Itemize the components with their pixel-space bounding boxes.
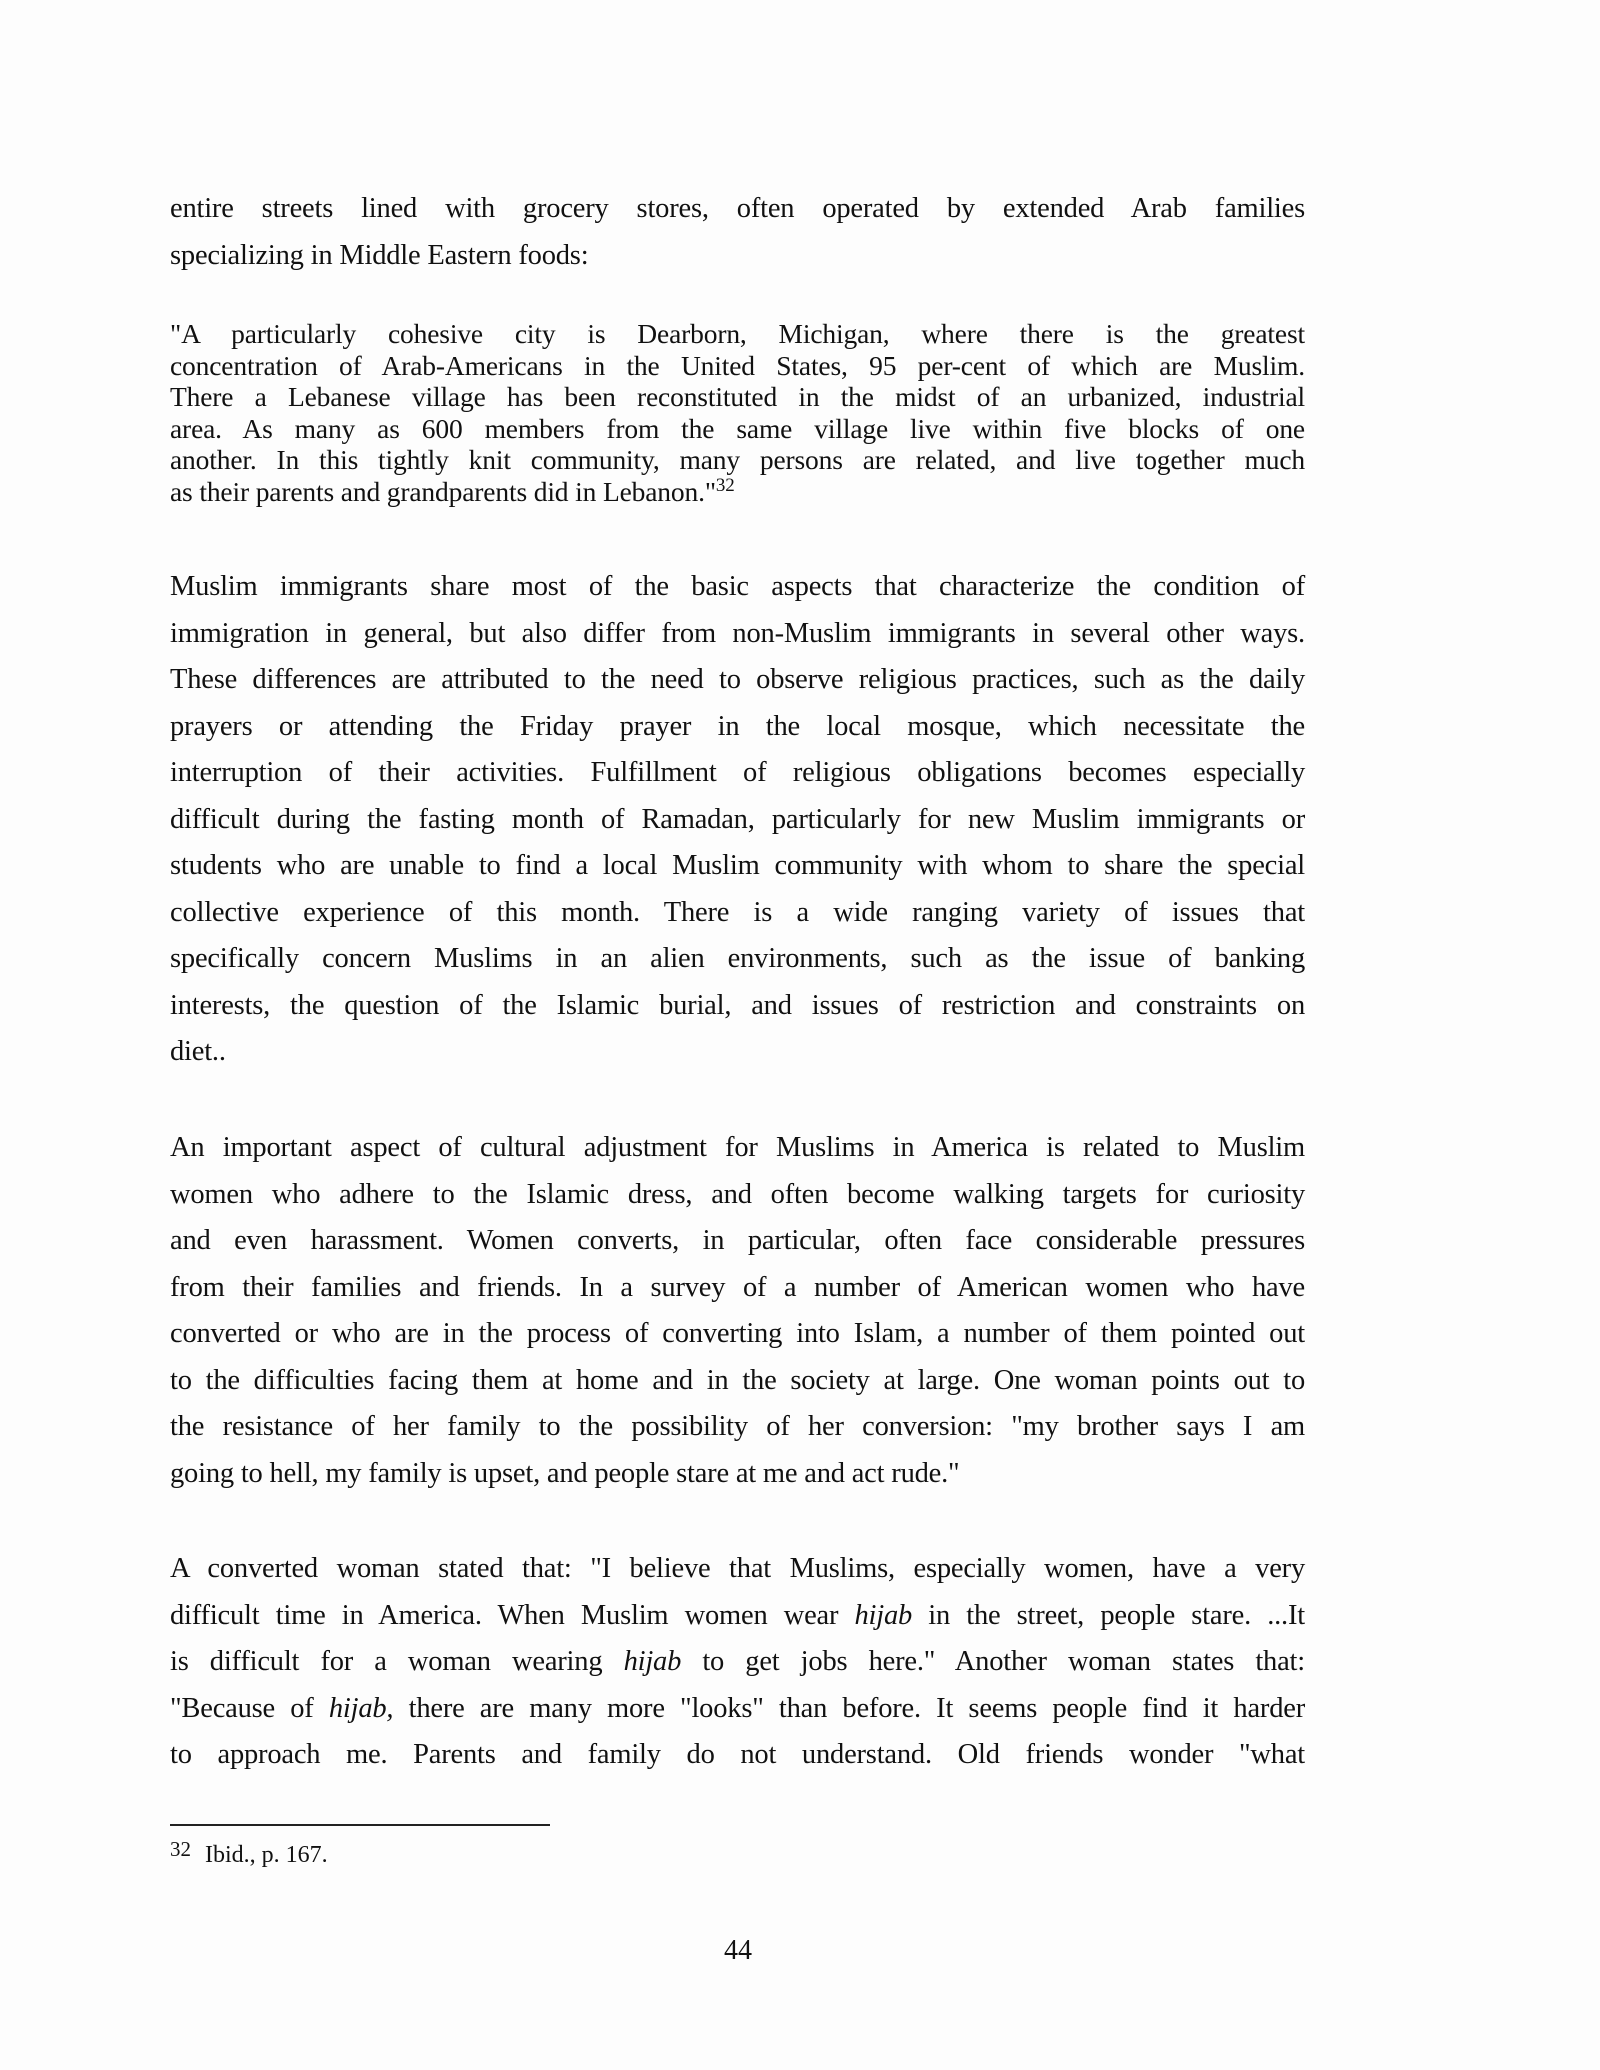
text-line — [170, 1686, 1305, 1733]
text-line — [170, 1546, 1305, 1593]
paragraph-3 — [170, 1125, 1305, 1497]
text-run: "Because of — [170, 1692, 329, 1724]
text-line: immigration in general, but also differ from non-Muslim immigrants in several other ways. — [170, 617, 1305, 649]
text-line — [170, 1639, 1305, 1686]
text-line: from their families and friends. In a survey of a number of American women who have — [170, 1271, 1305, 1303]
footnote-reference[interactable]: 32 — [715, 474, 735, 496]
quote-line-last — [170, 476, 1305, 508]
italic-term: hijab — [854, 1599, 913, 1631]
footnote-32 — [170, 1837, 328, 1869]
text-run: A converted woman stated that: "I believe that Muslims, especially women, have a very — [170, 1553, 1305, 1584]
paragraph-2 — [170, 564, 1305, 1076]
text-line: and even harassment. Women converts, in particular, often face considerable pressures — [170, 1225, 1305, 1256]
text-line: Muslim immigrants share most of the basic aspects that characterize the condition of — [170, 571, 1305, 602]
text-run: to approach me. Parents and family do not understand. Old friends wonder "what — [170, 1739, 1305, 1770]
quote-line-text: as their parents and grandparents did in Lebanon." — [170, 475, 716, 507]
quote-line: "A particularly cohesive city is Dearborn, Michigan, where there is the greatest — [170, 318, 1305, 349]
text-line: diet.. — [170, 1036, 226, 1067]
quote-line: area. As many as 600 members from the same village live within five blocks of one — [170, 412, 1305, 444]
text-line: An important aspect of cultural adjustment for Muslims in America is related to Muslim — [170, 1132, 1305, 1163]
text-line: collective experience of this month. There is a wide ranging variety of issues that — [170, 896, 1305, 928]
text-line: specializing in Middle Eastern foods: — [170, 239, 589, 271]
text-line: converted or who are in the process of converting into Islam, a number of them pointed out — [170, 1318, 1305, 1349]
italic-term: hijab, — [328, 1692, 394, 1724]
italic-term: hijab — [623, 1646, 682, 1677]
text-line: going to hell, my family is upset, and people stare at me and act rude." — [170, 1457, 960, 1489]
page-number: 44 — [724, 1935, 752, 1966]
text-line: interruption of their activities. Fulfillment of religious obligations becomes especially — [170, 757, 1305, 788]
text-run: is difficult for a woman wearing — [170, 1646, 624, 1677]
footnote-text: Ibid., p. 167. — [205, 1842, 328, 1868]
text-line: specifically concern Muslims in an alien environments, such as the issue of banking — [170, 943, 1305, 974]
quote-line: concentration of Arab-Americans in the United States, 95 per-cent of which are Muslim. — [170, 349, 1305, 381]
footnote-separator — [170, 1824, 550, 1826]
text-line: difficult during the fasting month of Ramadan, particularly for new Muslim immigrants or — [170, 803, 1305, 835]
text-line — [170, 1732, 1305, 1779]
text-run: difficult time in America. When Muslim women wear — [170, 1599, 855, 1631]
text-run: in the street, people stare. ...It — [912, 1599, 1305, 1631]
text-line: interests, the question of the Islamic burial, and issues of restriction and constraints on — [170, 989, 1305, 1021]
paragraph-1 — [170, 186, 1305, 279]
text-line: students who are unable to find a local Muslim community with whom to share the special — [170, 850, 1305, 881]
text-line — [170, 1593, 1305, 1640]
text-line: women who adhere to the Islamic dress, and often become walking targets for curiosity — [170, 1178, 1305, 1210]
paragraph-4 — [170, 1546, 1305, 1779]
text-run: to get jobs here." Another woman states that: — [681, 1646, 1305, 1677]
quote-line: another. In this tightly knit community, many persons are related, and live together much — [170, 444, 1305, 476]
quote-line: There a Lebanese village has been reconstituted in the midst of an urbanized, industrial — [170, 381, 1305, 413]
block-quote — [170, 318, 1305, 508]
text-line: entire streets lined with grocery stores, often operated by extended Arab families — [170, 193, 1305, 224]
text-run: there are many more "looks" than before. It seems people find it harder — [393, 1692, 1305, 1724]
text-line: the resistance of her family to the possibility of her conversion: "my brother says I am — [170, 1411, 1305, 1442]
footnote-number: 32 — [170, 1837, 191, 1861]
text-line: to the difficulties facing them at home and in the society at large. One woman points out to — [170, 1364, 1305, 1396]
text-line: prayers or attending the Friday prayer in the local mosque, which necessitate the — [170, 710, 1305, 742]
text-line: These differences are attributed to the need to observe religious practices, such as the daily — [170, 664, 1305, 695]
